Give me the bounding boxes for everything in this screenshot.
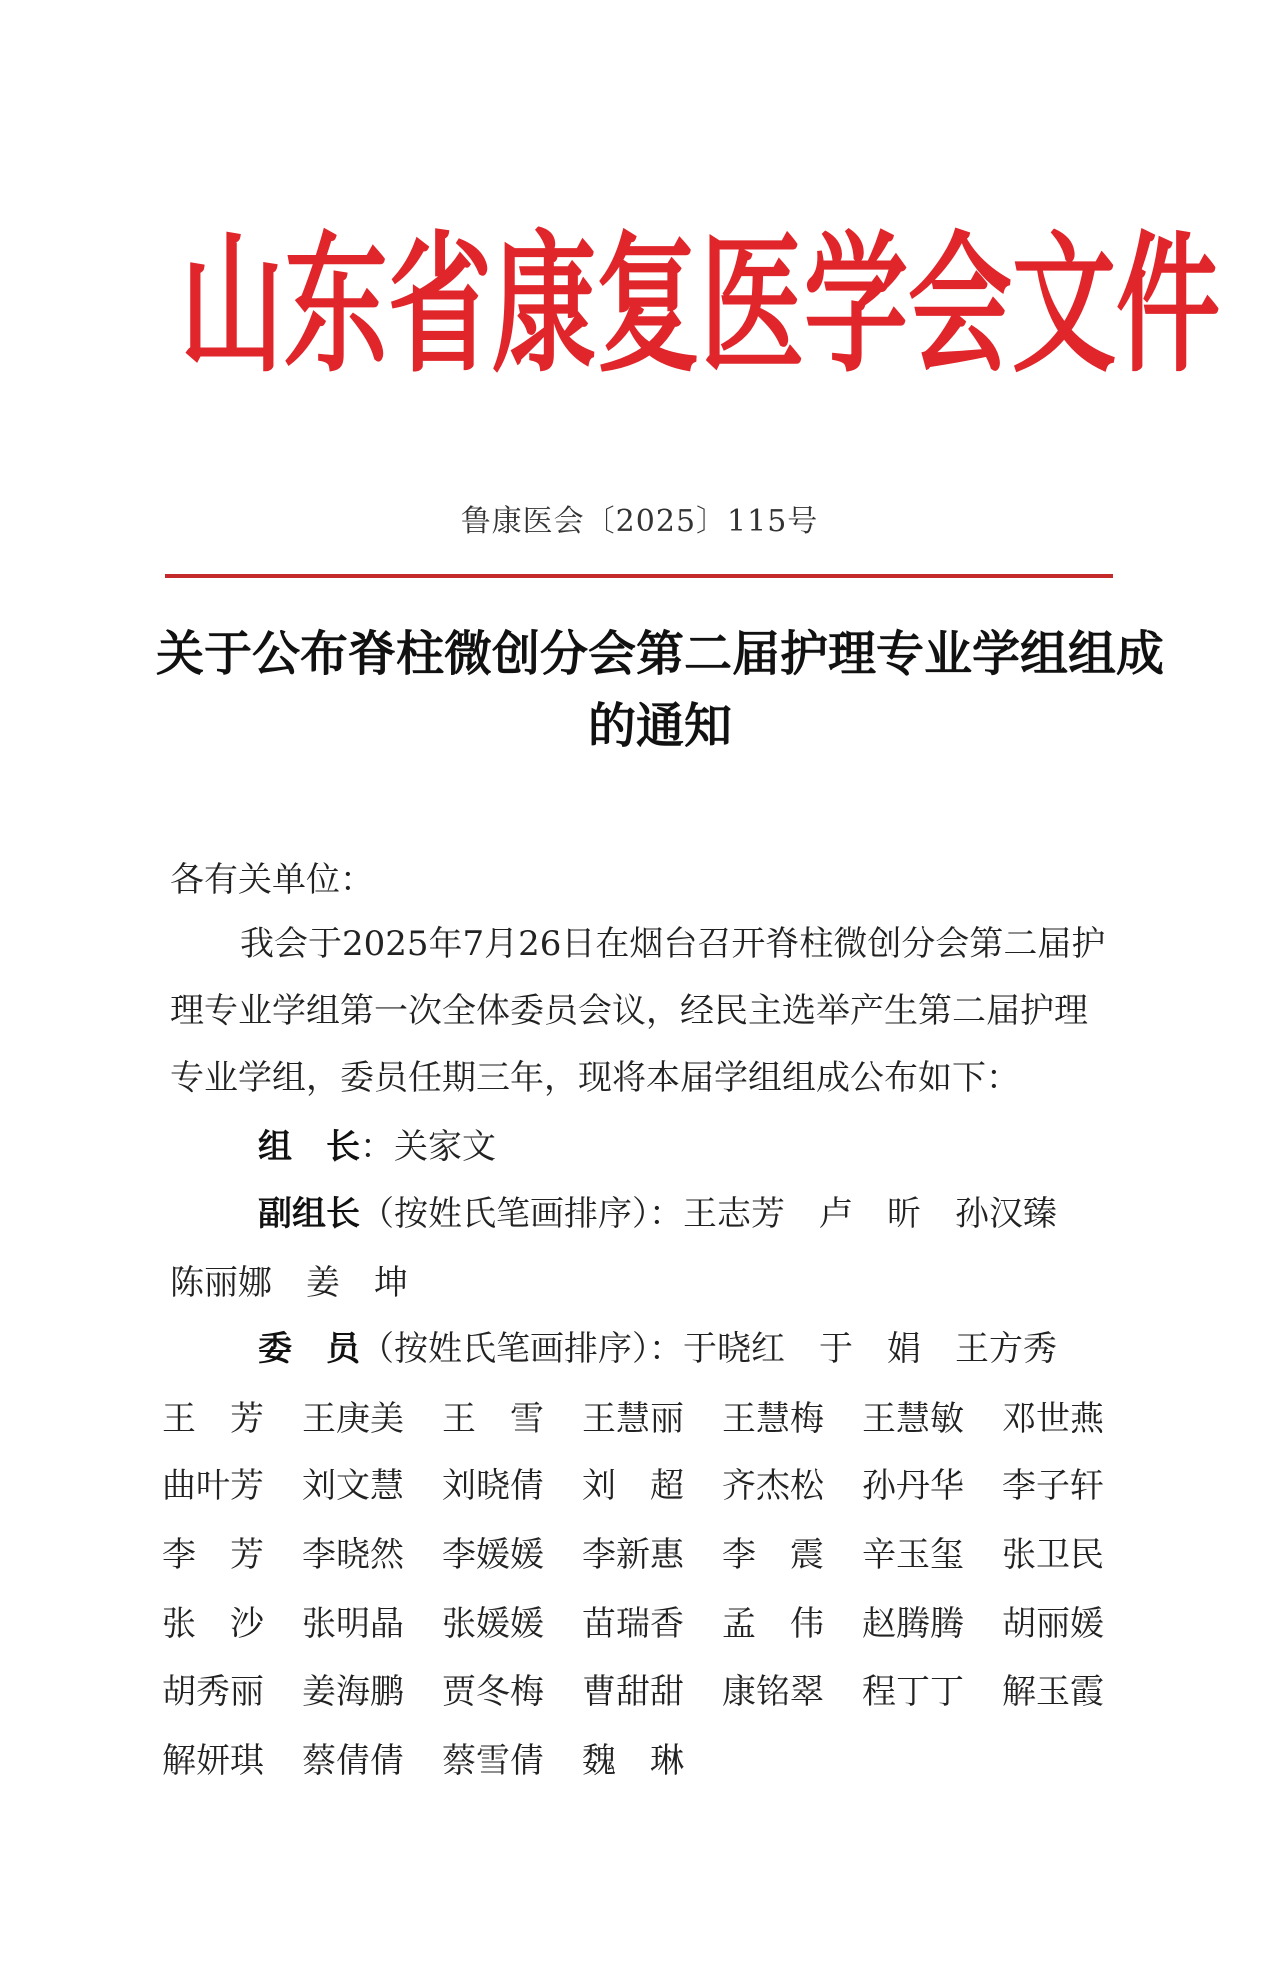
member-name: 蔡倩倩 (302, 1741, 404, 1781)
member-name: 李子轩 (1002, 1466, 1104, 1506)
member-name: 解妍琪 (162, 1741, 264, 1781)
org-header-title: 山东省康复医学会文件 (180, 216, 1221, 394)
member-name: 齐杰松 (722, 1466, 824, 1506)
member-row (162, 1396, 1142, 1442)
member-line-1 (258, 1326, 1238, 1372)
member-row (162, 1669, 1142, 1715)
member-name: 刘晓倩 (442, 1466, 544, 1506)
member-name: 孙丹华 (862, 1466, 964, 1506)
member-name: 解玉霞 (1002, 1672, 1104, 1712)
member-name: 程丁丁 (862, 1672, 964, 1712)
member-row (162, 1738, 1142, 1784)
notice-title (140, 618, 1180, 762)
member-row (162, 1463, 1142, 1509)
member-name: 张明晶 (302, 1604, 404, 1644)
member-name: 曹甜甜 (582, 1672, 684, 1712)
vice-leader-names-1: 王志芳 卢 昕 孙汉臻 (683, 1194, 1057, 1234)
member-name: 辛玉玺 (862, 1535, 964, 1575)
member-name: 刘文慧 (302, 1466, 404, 1506)
member-name: 胡秀丽 (162, 1672, 264, 1712)
paragraph-line-1: 我会于2025年7月26日在烟台召开脊柱微创分会第二届护 (240, 924, 1106, 964)
document-number: 鲁康医会〔2025〕115号 (460, 504, 819, 539)
member-label: 委 员 (258, 1329, 360, 1369)
member-name: 张 沙 (162, 1604, 264, 1644)
member-name: 王 芳 (162, 1399, 264, 1439)
member-name: 苗瑞香 (582, 1604, 684, 1644)
member-name: 曲叶芳 (162, 1466, 264, 1506)
member-name: 王 雪 (442, 1399, 544, 1439)
notice-title-line2: 的通知 (587, 698, 732, 754)
vice-leader-label: 副组长 (258, 1194, 360, 1234)
member-name: 贾冬梅 (442, 1672, 544, 1712)
member-name: 康铭翠 (722, 1672, 824, 1712)
member-name: 李新惠 (582, 1535, 684, 1575)
member-name: 姜海鹏 (302, 1672, 404, 1712)
member-note: （按姓氏笔画排序）： (360, 1329, 683, 1369)
header-divider (165, 574, 1113, 578)
notice-title-line1: 关于公布脊柱微创分会第二届护理专业学组组成 (155, 626, 1164, 682)
member-name: 王慧梅 (722, 1399, 824, 1439)
member-name: 王慧丽 (582, 1399, 684, 1439)
member-name: 王慧敏 (862, 1399, 964, 1439)
member-name: 李媛媛 (442, 1535, 544, 1575)
member-name: 蔡雪倩 (442, 1741, 544, 1781)
member-name: 李 芳 (162, 1535, 264, 1575)
member-row (162, 1601, 1142, 1647)
vice-leader-line-1 (258, 1191, 1238, 1237)
member-name: 赵腾腾 (862, 1604, 964, 1644)
member-name: 刘 超 (582, 1466, 684, 1506)
member-name: 王庚美 (302, 1399, 404, 1439)
member-names-1: 于晓红 于 娟 王方秀 (683, 1329, 1057, 1369)
leader-name: ：关家文 (360, 1127, 496, 1167)
member-name: 孟 伟 (722, 1604, 824, 1644)
member-name: 胡丽媛 (1002, 1604, 1104, 1644)
paragraph-line-2: 理专业学组第一次全体委员会议，经民主选举产生第二届护理 (170, 991, 1088, 1031)
leader-label: 组 长 (258, 1127, 360, 1167)
paragraph-line-3: 专业学组，委员任期三年，现将本届学组组成公布如下： (170, 1058, 1020, 1098)
leader-line (258, 1124, 1238, 1170)
member-name: 李 震 (722, 1535, 824, 1575)
vice-leader-note: （按姓氏笔画排序）： (360, 1194, 683, 1234)
member-name: 李晓然 (302, 1535, 404, 1575)
member-row (162, 1532, 1142, 1578)
salutation: 各有关单位： (170, 860, 374, 900)
member-name: 魏 琳 (582, 1741, 684, 1781)
member-name: 张媛媛 (442, 1604, 544, 1644)
member-name: 张卫民 (1002, 1535, 1104, 1575)
member-name: 邓世燕 (1002, 1399, 1104, 1439)
vice-leader-names-2: 陈丽娜 姜 坤 (170, 1263, 408, 1303)
